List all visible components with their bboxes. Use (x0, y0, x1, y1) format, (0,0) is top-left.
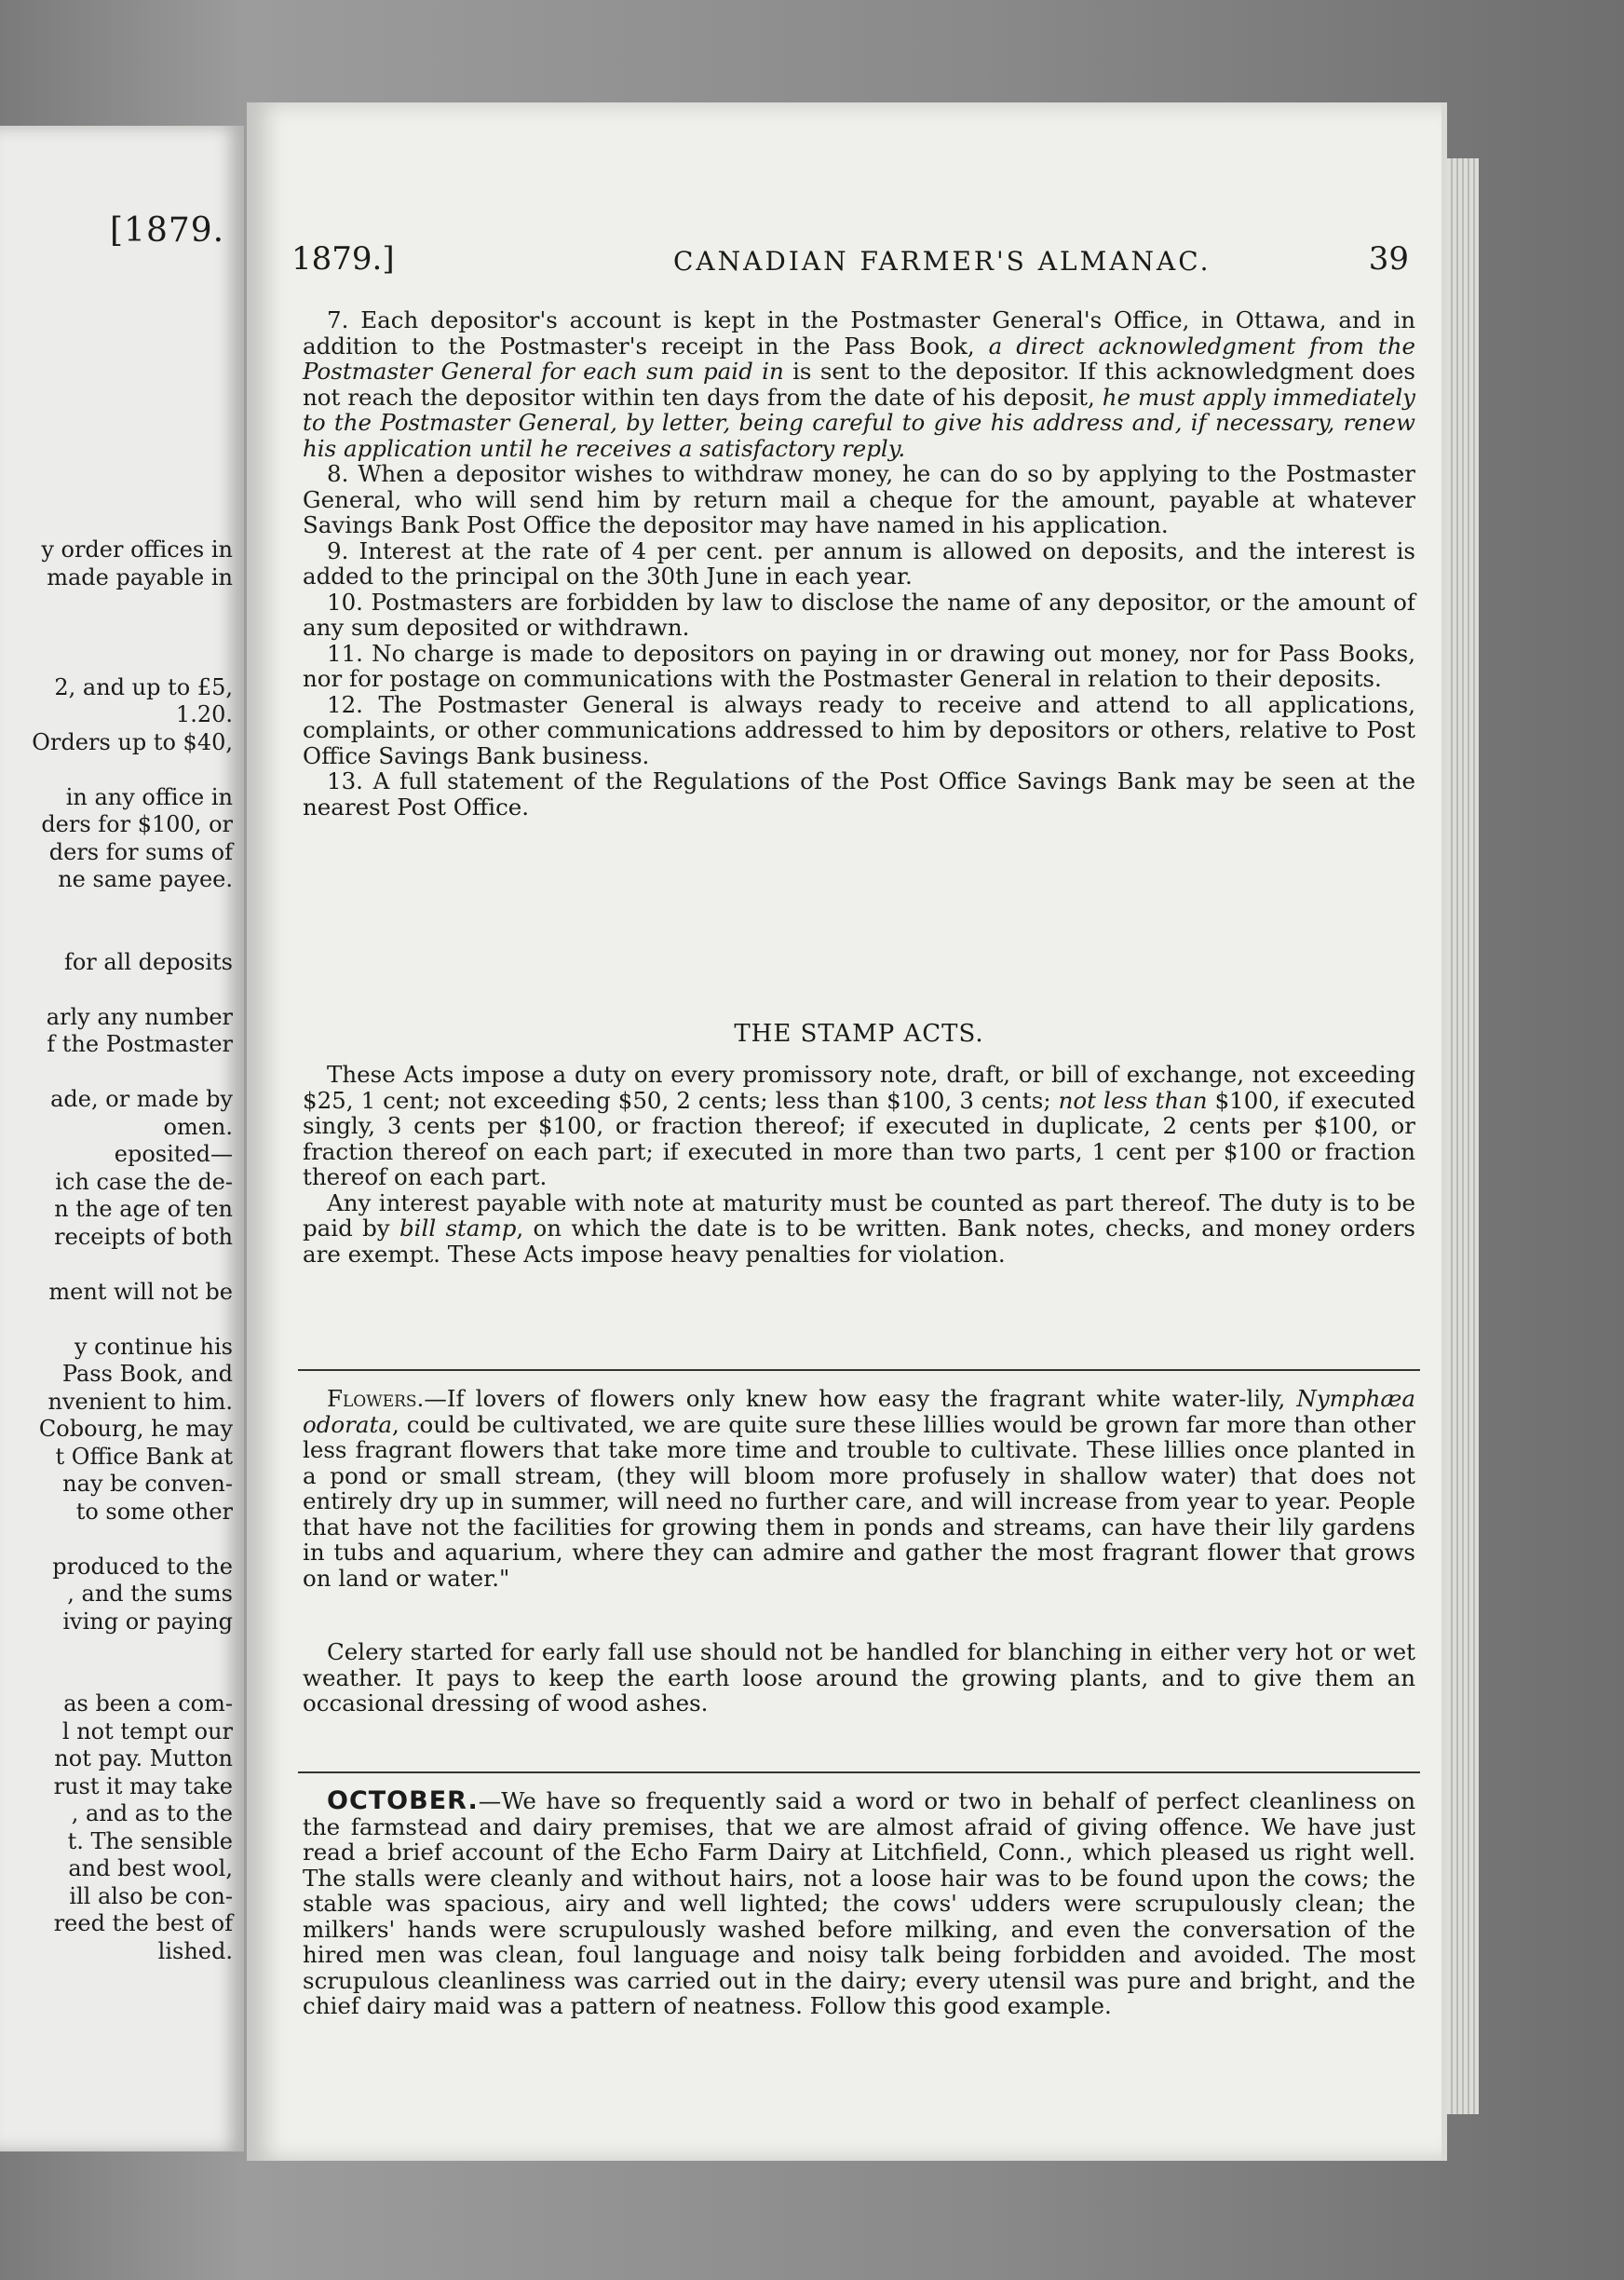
rule-8: 8. When a depositor wishes to withdraw money, he can do so by applying to the Postmaster General, who will send him by return mail a cheque for the amount, payable at whatever Savings Bank Post Office the depositor may have named in his application. (303, 460, 1415, 538)
running-header (291, 240, 1418, 287)
left-page-line: not pay. Mutton (54, 1745, 233, 1771)
left-page-line: y continue his (74, 1333, 233, 1360)
left-page-line: for all deposits (63, 948, 233, 975)
left-page-line: iving or paying (62, 1608, 233, 1635)
stamp-acts-body (303, 1062, 1415, 1267)
left-page-line: 2, and up to £5, (54, 673, 233, 700)
left-page-line: in any office in (65, 783, 233, 810)
stamp-acts-para-1: These Acts impose a duty on every promissory note, draft, or bill of exchange, not exceeding $25, 1 cent; not exceeding $50, 2 cents; less than $100, 3 cents; not less than $100, if executed singly, 3 cents per $100, or fraction thereof; if executed in duplicate, 2 cents per $100, or fraction thereof on each part; if executed in more than two parts, 1 cent per $100 or fraction thereof on each part. (303, 1061, 1415, 1190)
rule-10: 10. Postmasters are forbidden by law to disclose the name of any depositor, or the amount of any sum deposited or withdrawn. (303, 588, 1415, 641)
header-year: 1879.] (291, 240, 395, 278)
left-page-line: , and the sums (67, 1581, 233, 1607)
left-page-line: rust it may take (53, 1772, 233, 1799)
left-page-line: receipts of both (54, 1223, 233, 1250)
left-page-line: and best wool, (68, 1855, 233, 1881)
left-page-line: ment will not be (48, 1278, 233, 1305)
left-page-line: Pass Book, and (61, 1361, 233, 1387)
celery-note (303, 1639, 1415, 1717)
left-page-line: nvenient to him. (47, 1388, 233, 1415)
left-page-line: y order offices in (41, 536, 233, 563)
page-edges (1441, 158, 1479, 2114)
left-page-line: Cobourg, he may (38, 1416, 233, 1442)
savings-bank-rules (303, 307, 1415, 820)
rule-9: 9. Interest at the rate of 4 per cent. per annum is allowed on deposits, and the interest is added to the principal on the 30th June in each year. (303, 536, 1415, 590)
left-page-line: , and as to the (71, 1800, 233, 1826)
rule-7: 7. Each depositor's account is kept in the Postmaster General's Office, in Ottawa, and in addition to the Postmaster's receipt in the Pass Book, a direct acknowledgment from the Postmaster General for each sum paid in is sent to the depositor. If this acknowledgment does not reach the depositor within ten days from the date of his deposit, he must apply immediately to the Postmaster General, by letter, being careful to give his address and, if necessary, renew his application until he receives a satisfactory reply. (303, 306, 1416, 462)
left-page-line: omen. (163, 1113, 233, 1140)
left-page-line: t. The sensible (67, 1827, 233, 1854)
section-rule-2 (298, 1771, 1420, 1773)
left-page-line: eposited— (114, 1141, 233, 1167)
left-page-line: ne same payee. (58, 866, 233, 892)
left-page-line: to some other (75, 1498, 233, 1525)
october-para: OCTOBER.—We have so frequently said a word or two in behalf of perfect cleanliness on the farmstead and dairy premises, that we are almost afraid of giving offence. We have just read a brief account of the Echo Farm Dairy at Litchfield, Conn., which pleased us right well. The stalls were cleanly and without hairs, not a loose hair was to be found upon the cows; the stable was spacious, airy and well lighted; the cows' udders were scrupulously clean; the milkers' hands were scrupulously washed before milking, and even the conversation of the hired men was clean, foul language and noisy talk being forbidden and avoided. The most scrupulous cleanliness was carried out in the dairy; every utensil was pure and bright, and the chief dairy maid was a pattern of neatness. Follow this good example. (303, 1786, 1415, 2019)
left-page-line: arly any number (46, 1003, 233, 1030)
page-number: 39 (1368, 240, 1409, 278)
left-page-line: n the age of ten (54, 1196, 233, 1222)
left-page-fragment (0, 126, 244, 2151)
left-page-line: made payable in (47, 563, 233, 590)
left-page-line: ders for sums of (48, 838, 233, 865)
left-page-line: 1.20. (175, 701, 233, 727)
almanac-page (247, 102, 1441, 2161)
header-title: CANADIAN FARMER'S ALMANAC. (673, 246, 1211, 277)
left-page-line: ade, or made by (50, 1086, 233, 1112)
left-page-line: ill also be con- (69, 1882, 233, 1909)
left-page-line: produced to the (52, 1553, 233, 1580)
left-page-line: l not tempt our (61, 1717, 233, 1744)
october-note (303, 1788, 1415, 2019)
rule-11: 11. No charge is made to depositors on paying in or drawing out money, nor for Pass Books, nor for postage on communications with the Postmaster General in relation to their deposits. (303, 639, 1415, 692)
left-page-line: as been a com- (63, 1690, 233, 1717)
left-page-line: nay be conven- (62, 1471, 233, 1497)
stamp-acts-title: THE STAMP ACTS. (734, 1020, 984, 1048)
left-page-line: ders for $100, or (41, 811, 233, 837)
left-page-line: f the Postmaster (47, 1031, 233, 1057)
flowers-note (303, 1386, 1415, 1591)
section-rule-1 (298, 1369, 1420, 1371)
flowers-para: Flowers.—If lovers of flowers only knew how easy the fragrant white water-lily, Nymphæa odorata, could be cultivated, we are quite sure these lillies would be grown far more than other less fragrant flowers that take more time and trouble to cultivate. These lillies once planted in a pond or small stream, (they will bloom more profusely in shallow water) that does not entirely dry up in summer, will need no further care, and will increase from year to year. People that have not the facilities for growing them in ponds and streams, can have their lily gardens in tubs and aquarium, where they can admire and gather the most fragrant flower that grows on land or water." (303, 1385, 1415, 1592)
left-page-line: reed the best of (53, 1910, 233, 1936)
rule-12: 12. The Postmaster General is always ready to receive and attend to all applications, complaints, or other communications addressed to him by depositors or others, relative to Post Office Savings Bank business. (303, 690, 1415, 769)
left-page-line: Orders up to $40, (32, 728, 233, 755)
left-page-line: lished. (157, 1937, 233, 1964)
celery-para: Celery started for early fall use should not be handled for blanching in either very hot or wet weather. It pays to keep the earth loose around the growing plants, and to give them an occasional dressing of wood ashes. (303, 1638, 1415, 1717)
left-page-header-year: [1879. (110, 211, 225, 250)
rule-13: 13. A full statement of the Regulations of the Post Office Savings Bank may be seen at the nearest Post Office. (303, 767, 1415, 821)
stamp-acts-para-2: Any interest payable with note at maturity must be counted as part thereof. The duty is to be paid by bill stamp, on which the date is to be written. Bank notes, checks, and money orders are exempt. These Acts impose heavy penalties for violation. (303, 1188, 1415, 1268)
left-page-line: t Office Bank at (55, 1443, 233, 1470)
left-page-line: ich case the de- (55, 1168, 233, 1195)
